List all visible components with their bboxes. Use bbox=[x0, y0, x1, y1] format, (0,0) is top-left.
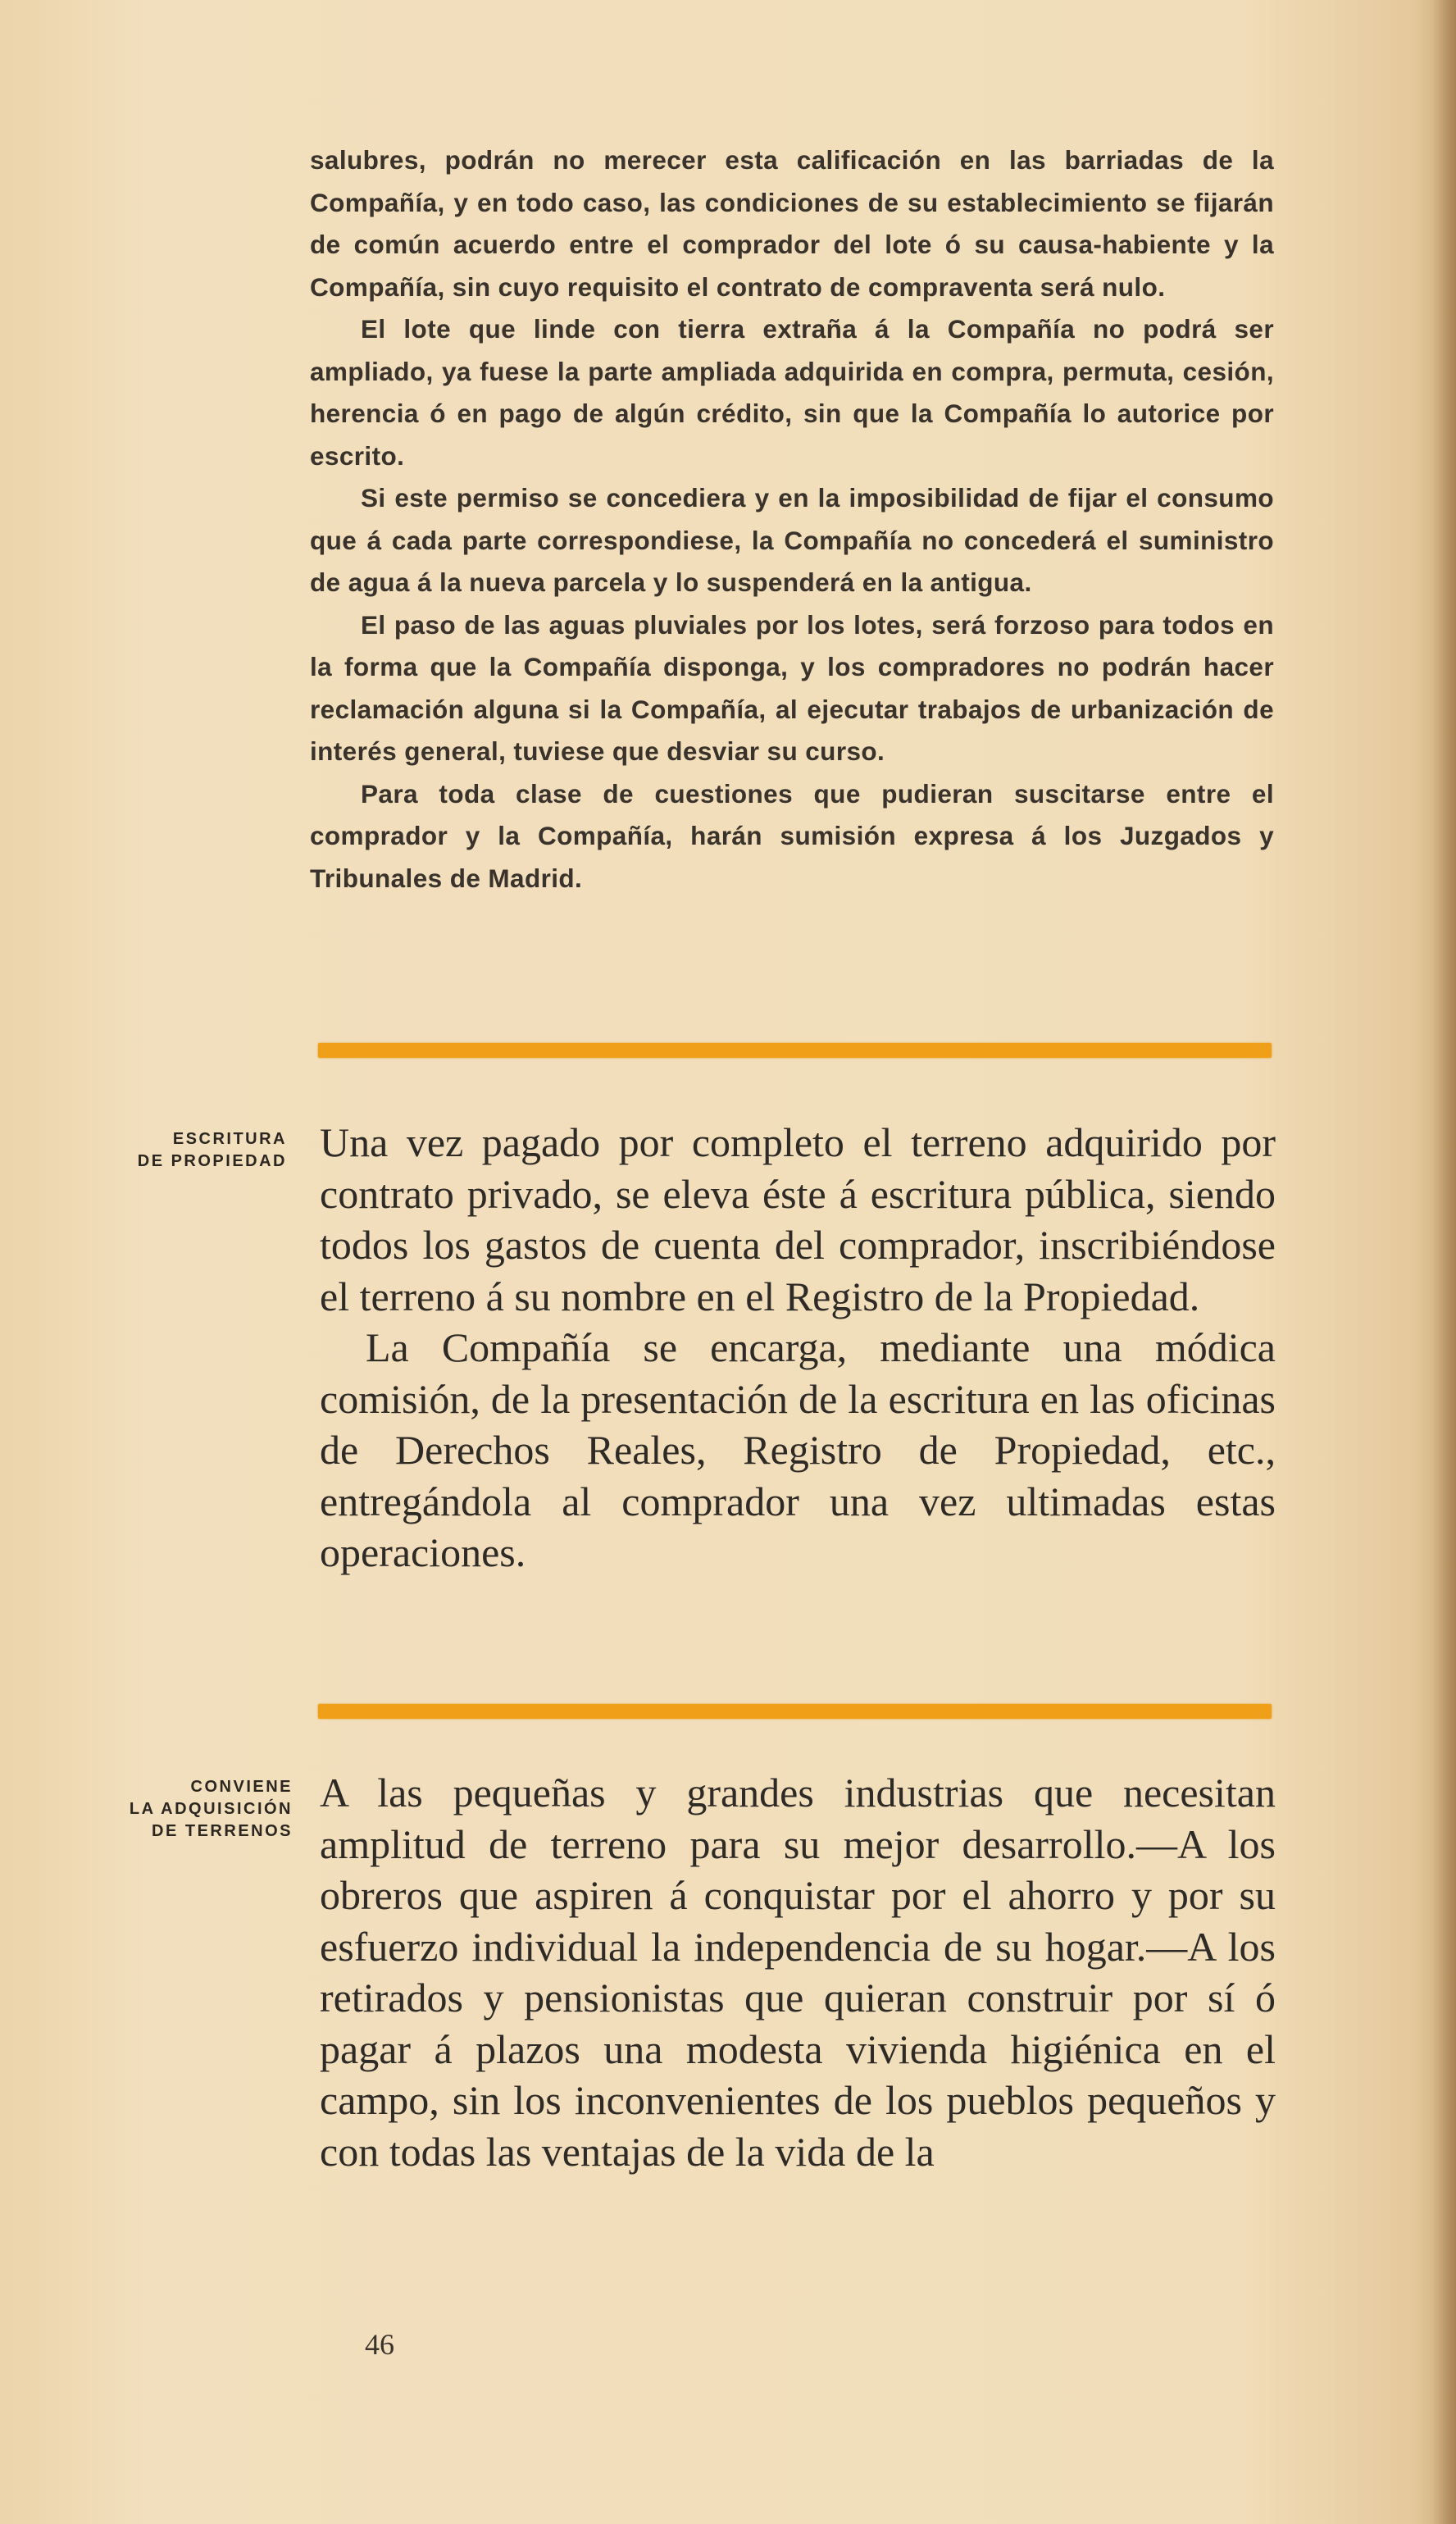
paragraph: El lote que linde con tierra extraña á la Compañía no podrá ser ampliado, ya fuese la parte ampliada adquirida en compra, permuta, cesión, herencia ó en pago de algún crédito, sin que la Compañía lo autorice por escrito. bbox=[310, 314, 1274, 471]
paragraph: Para toda clase de cuestiones que pudieran suscitarse entre el comprador y la Compañía, harán sumisión expresa á los Juzgados y Tribunales de Madrid. bbox=[310, 778, 1274, 893]
page-edge-shadow bbox=[1433, 0, 1456, 2524]
paragraph: La Compañía se encarga, mediante una módica comisión, de la presentación de la escritura en las oficinas de Derechos Reales, Registro de Propiedad, etc., entregándola al comprador una vez ultimadas estas operaciones. bbox=[320, 1324, 1276, 1575]
margin-note-line: ESCRITURA bbox=[172, 1130, 287, 1148]
section-divider-rule bbox=[318, 1704, 1272, 1719]
paragraph: A las pequeñas y grandes industrias que necesitan amplitud de terreno para su mejor desarrollo.—A los obreros que aspiren á conquistar por el ahorro y por su esfuerzo individual la independencia de su hogar.—A los retirados y pensionistas que quieran construir por sí ó pagar á plazos una modesta vivienda higiénica en el campo, sin los inconvenientes de los pueblos pequeños y con todas las ventajas de la vida de la bbox=[320, 1770, 1276, 2175]
margin-note-line: LA ADQUISICIÓN bbox=[129, 1800, 293, 1818]
conviene-text-block bbox=[320, 1767, 1276, 2177]
margin-note-line: CONVIENE bbox=[190, 1778, 293, 1796]
paragraph: Una vez pagado por completo el terreno adquirido por contrato privado, se eleva éste á escritura pública, siendo todos los gastos de cuenta del comprador, inscribiéndose el terreno á su nombre en el Registro de la Propiedad. bbox=[320, 1119, 1276, 1319]
margin-note-line: DE PROPIEDAD bbox=[137, 1152, 287, 1170]
margin-note-conviene bbox=[49, 1776, 293, 1843]
section-divider-rule bbox=[318, 1043, 1272, 1058]
paragraph: salubres, podrán no merecer esta calificación en las barriadas de la Compañía, y en todo caso, las condiciones de su establecimiento se fijarán de común acuerdo entre el comprador del lote ó su causa-habiente y la Compañía, sin cuyo requisito el contrato de compraventa será nulo. bbox=[310, 145, 1274, 302]
paragraph: Si este permiso se concediera y en la imposibilidad de fijar el consumo que á cada parte correspondiese, la Compañía no concederá el suministro de agua á la nueva parcela y lo suspenderá en la antigua. bbox=[310, 483, 1274, 597]
top-text-block bbox=[310, 139, 1274, 900]
margin-note-line: DE TERRENOS bbox=[152, 1822, 293, 1840]
escritura-text-block bbox=[320, 1117, 1276, 1579]
margin-note-escritura bbox=[49, 1128, 287, 1173]
page-number: 46 bbox=[365, 2328, 394, 2361]
paragraph: El paso de las aguas pluviales por los lotes, será forzoso para todos en la forma que la Compañía disponga, y los compradores no podrán hacer reclamación alguna si la Compañía, al ejecutar trabajos de urbanización de interés general, tuviese que desviar su curso. bbox=[310, 609, 1274, 766]
